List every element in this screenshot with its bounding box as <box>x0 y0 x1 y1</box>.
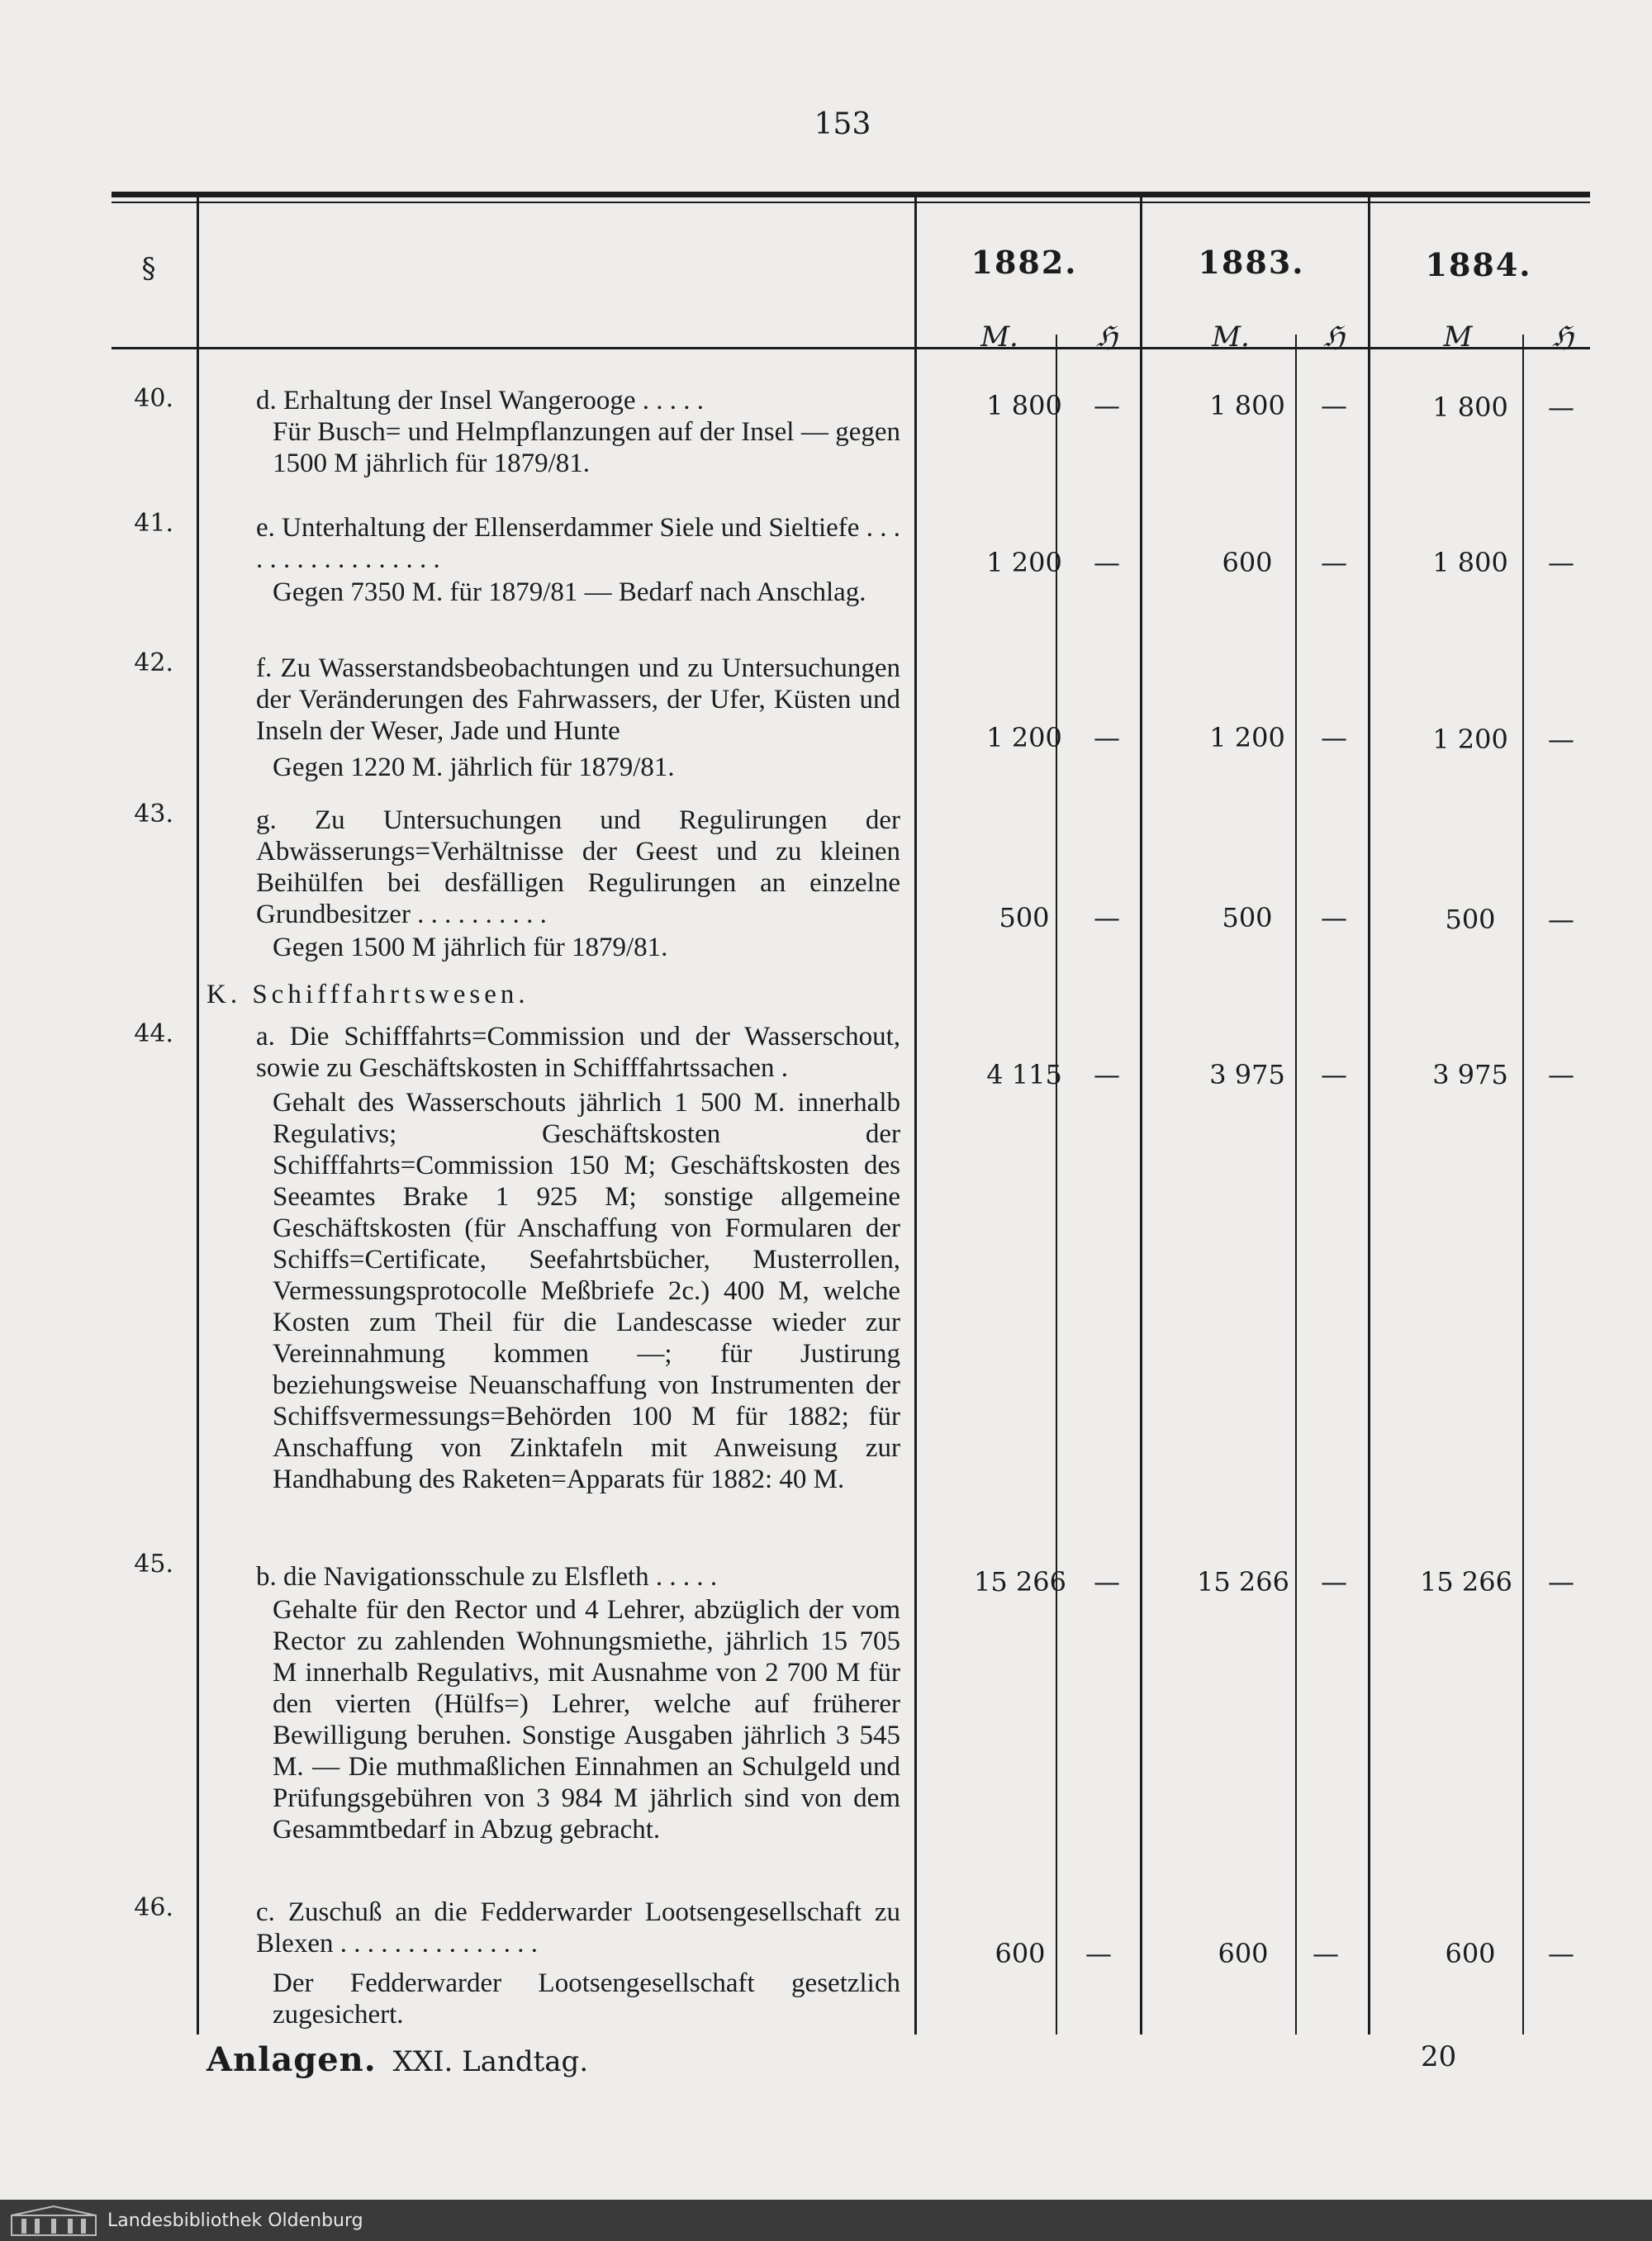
dash-1883: — <box>1321 902 1347 933</box>
row-head: a. Die Schifffahrts=Commission und der Wasserschout, sowie zu Geschäftskosten in Schifffahrtssachen . <box>256 1022 900 1083</box>
row-number: 42. <box>134 648 173 677</box>
amount-1883: 1 800 <box>1209 390 1285 421</box>
section-heading: K. Schifffahrtswesen. <box>206 980 529 1009</box>
dash-1883: — <box>1321 722 1347 753</box>
amount-1883: 3 975 <box>1209 1059 1285 1090</box>
amount-1884: 1 800 <box>1432 547 1508 578</box>
dash-1884: — <box>1548 724 1574 755</box>
row-note: Gegen 1500 M jährlich für 1879/81. <box>273 933 668 962</box>
row-number: 40. <box>134 384 173 413</box>
unit-mark-1883: M. <box>1212 320 1250 354</box>
amount-1884: 1 800 <box>1432 392 1508 423</box>
unit-mark-1884: M <box>1443 320 1473 354</box>
amount-1883: 15 266 <box>1197 1566 1289 1598</box>
row-note: Der Fedderwarder Lootsengesellschaft gesetzlich zugesichert. <box>273 1968 900 2030</box>
row-number: 41. <box>134 509 173 538</box>
col-line-section <box>197 197 199 2034</box>
row-number: 45. <box>134 1550 173 1579</box>
subunit-mark-1884: ℌ <box>1552 320 1574 354</box>
amount-1884: 3 975 <box>1432 1059 1508 1090</box>
dash-1884: — <box>1548 1059 1574 1090</box>
amount-1882: 1 800 <box>986 390 1062 421</box>
amount-1884: 500 <box>1445 904 1496 935</box>
section-symbol: § <box>141 252 156 285</box>
dash-1884: — <box>1548 392 1574 423</box>
amount-1884: 1 200 <box>1432 724 1508 755</box>
amount-1882: 600 <box>995 1938 1046 1969</box>
dash-1882: — <box>1094 390 1120 421</box>
amount-1882: 15 266 <box>974 1566 1066 1598</box>
dash-1884: — <box>1548 1566 1574 1598</box>
dash-1883: — <box>1321 390 1347 421</box>
dash-1882: — <box>1094 722 1120 753</box>
subunit-mark-1883: ℌ <box>1323 320 1345 354</box>
footer-left <box>206 2040 588 2079</box>
amount-1883: 500 <box>1222 902 1273 933</box>
row-head: e. Unterhaltung der Ellenserdammer Siele und Sieltiefe . . . . . . . . . . . . . . . . . <box>256 513 900 574</box>
year-1882: 1882. <box>971 244 1078 281</box>
amount-1884: 600 <box>1445 1938 1496 1969</box>
dash-1883: — <box>1321 547 1347 578</box>
amount-1884: 15 266 <box>1420 1566 1512 1598</box>
col-line-1883-sub <box>1295 335 1297 2034</box>
dash-1883: — <box>1321 1566 1347 1598</box>
dash-1882: — <box>1094 902 1120 933</box>
dash-1884: — <box>1548 547 1574 578</box>
row-note: Für Busch= und Helmpflanzungen auf der Insel — gegen 1500 M jährlich für 1879/81. <box>273 417 900 478</box>
dash-1882: — <box>1094 1059 1120 1090</box>
subunit-mark-1882: ℌ <box>1096 320 1118 354</box>
col-line-desc <box>914 197 917 2034</box>
library-name: Landesbibliothek Oldenburg <box>107 2210 363 2231</box>
col-line-1882-sub <box>1056 335 1057 2034</box>
row-head: c. Zuschuß an die Fedderwarder Lootsengesellschaft zu Blexen . . . . . . . . . . . . . . . <box>256 1897 900 1959</box>
row-note: Gegen 7350 M. für 1879/81 — Bedarf nach Anschlag. <box>273 577 866 607</box>
amount-1883: 600 <box>1218 1938 1269 1969</box>
row-head: b. die Navigationsschule zu Elsfleth . . . . . <box>256 1562 718 1592</box>
year-1883: 1883. <box>1198 244 1305 281</box>
row-note: Gehalt des Wasserschouts jährlich 1 500 M. innerhalb Regulativs; Geschäftskosten der Schifffahrts=Commission 150 M; Geschäftskosten des Seeamtes Brake 1 925 M; sonstige allgemeine Geschäftskosten (für Anschaffung von Formularen der Schiffs=Certificate, Seefahrtsbücher, Musterrollen, Vermessungsprotocolle Meßbriefe 2c.) 400 M, welche Kosten zum Theil für die Landescasse wieder zur Vereinnahmung kommen —; für Justirung beziehungsweise Neuanschaffung von Instrumenten der Schiffsvermessungs=Behörden 100 M für 1882; für Anschaffung von Zinktafeln mit Anweisung zur Handhabung des Raketen=Apparats für 1882: 40 M. <box>273 1088 900 1494</box>
dash-1884: — <box>1548 1938 1574 1969</box>
dash-1882: — <box>1094 547 1120 578</box>
row-note: Gehalte für den Rector und 4 Lehrer, abzüglich der vom Rector zu zahlenden Wohnungsmiethe, jährlich 15 705 M innerhalb Regulativs, mit Ausnahme von 2 700 M für den vierten (Hülfs=) Lehrer, welche auf früherer Bewilligung beruhen. Sonstige Ausgaben jährlich 3 545 M. — Die muthmaßlichen Einnahmen an Schulgeld und Prüfungsgebühren von 3 984 M jährlich sind von dem Gesammtbedarf in Abzug gebracht. <box>273 1595 900 1845</box>
dash-1883: — <box>1313 1938 1339 1969</box>
row-number: 46. <box>134 1893 173 1922</box>
unit-mark-1882: M. <box>980 320 1018 354</box>
row-number: 43. <box>134 800 173 829</box>
col-line-1884-sub <box>1522 335 1524 2034</box>
col-line-1882 <box>1140 197 1142 2034</box>
footer-anlagen: Anlagen. <box>206 2040 377 2079</box>
footer-landtag: XXI. Landtag. <box>392 2045 589 2078</box>
amount-1883: 600 <box>1222 547 1273 578</box>
dash-1884: — <box>1548 904 1574 935</box>
row-head: d. Erhaltung der Insel Wangerooge . . . . . <box>256 386 705 415</box>
row-head: g. Zu Untersuchungen und Regulirungen der Abwässerungs=Verhältnisse der Geest und zu kleinen Beihülfen bei desfälligen Regulirungen an einzelne Grundbesitzer . . . . . . . . . . <box>256 805 900 929</box>
amount-1882: 500 <box>999 902 1050 933</box>
amount-1882: 1 200 <box>986 722 1062 753</box>
dash-1882: — <box>1085 1938 1112 1969</box>
page-number: 153 <box>814 107 871 141</box>
dash-1883: — <box>1321 1059 1347 1090</box>
col-line-1883 <box>1368 197 1370 2034</box>
dash-1882: — <box>1094 1566 1120 1598</box>
library-building-icon <box>8 2204 99 2237</box>
row-number: 44. <box>134 1019 173 1048</box>
footer-sheet-number: 20 <box>1421 2040 1457 2073</box>
row-head: f. Zu Wasserstandsbeobachtungen und zu Untersuchungen der Veränderungen des Fahrwassers, der Ufer, Küsten und Inseln der Weser, Jade und Hunte <box>256 653 900 746</box>
amount-1882: 1 200 <box>986 547 1062 578</box>
year-1884: 1884. <box>1425 246 1532 283</box>
row-note: Gegen 1220 M. jährlich für 1879/81. <box>273 753 675 782</box>
amount-1882: 4 115 <box>986 1059 1062 1090</box>
amount-1883: 1 200 <box>1209 722 1285 753</box>
